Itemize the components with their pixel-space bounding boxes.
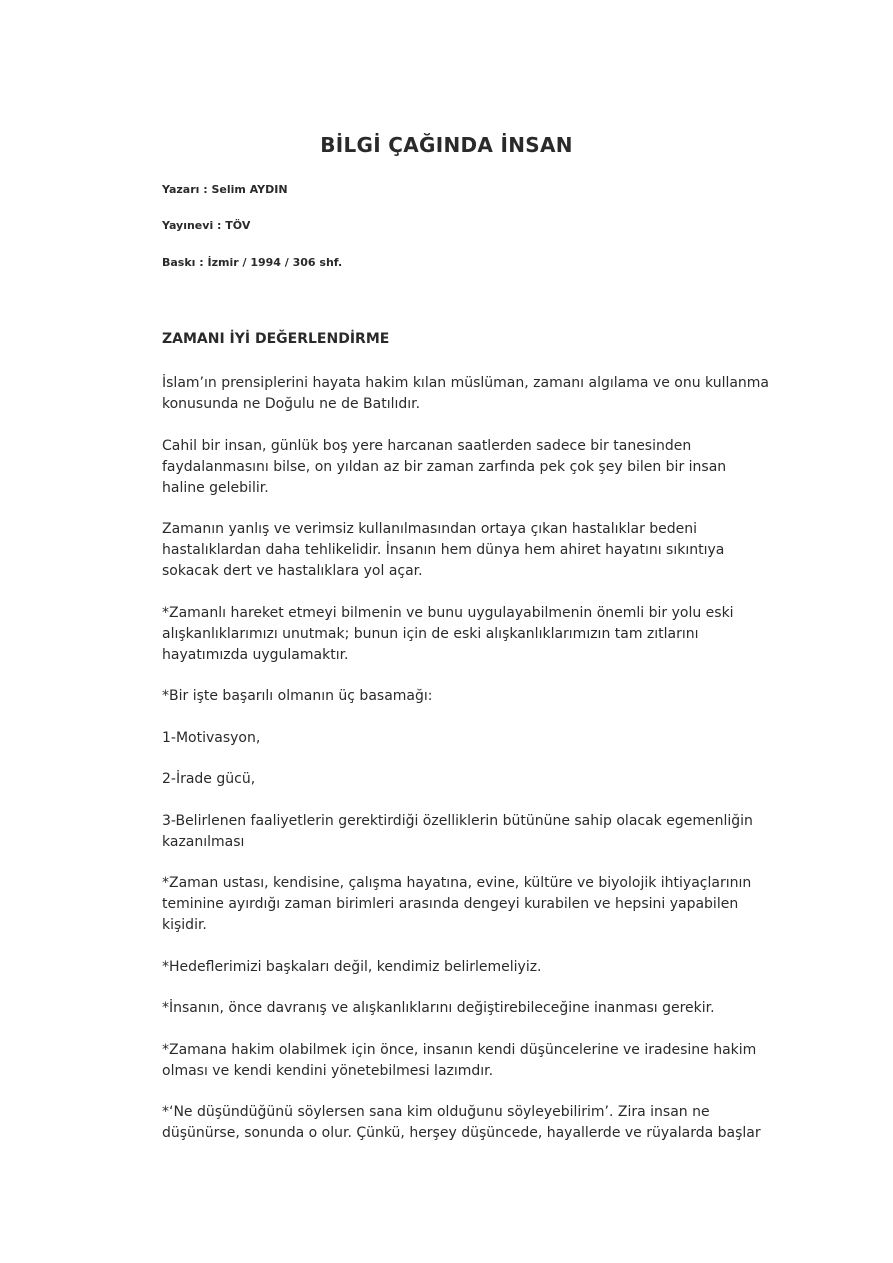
paragraph	[162, 1102, 762, 1144]
paragraph	[162, 769, 762, 790]
paragraph	[162, 603, 762, 666]
paragraph-line: *Zamana hakim olabilmek için önce, insanın kendi düşüncelerine ve iradesine hakim	[162, 1041, 757, 1058]
paragraph-line: düşünürse, sonunda o olur. Çünkü, herşey düşüncede, hayallerde ve rüyalarda başlar	[162, 1125, 761, 1141]
paragraph-line: *Zamanlı hareket etmeyi bilmenin ve bunu uygulayabilmenin önemli bir yolu eski	[162, 604, 734, 621]
paragraph-line: 1-Motivasyon,	[162, 729, 261, 746]
paragraph-line: faydalanmasını bilse, on yıldan az bir zaman zarfında pek çok şey bilen bir insan	[162, 458, 727, 475]
paragraph-line: hayatımızda uygulamaktır.	[162, 646, 349, 663]
paragraph	[162, 957, 762, 978]
paragraph-line: *İnsanın, önce davranış ve alışkanlıklarını değiştirebileceğine inanması gerekir.	[162, 1000, 715, 1016]
paragraph	[162, 373, 770, 415]
paragraph	[162, 436, 762, 499]
paragraph-line: Zamanın yanlış ve verimsiz kullanılmasından ortaya çıkan hastalıklar bedeni	[162, 521, 698, 537]
paragraph-line: teminine ayırdığı zaman birimleri arasında dengeyi kurabilen ve hepsini yapabilen	[162, 896, 739, 912]
paragraph	[162, 686, 762, 707]
paragraph-line: Cahil bir insan, günlük boş yere harcanan saatlerden sadece bir tanesinden	[162, 437, 692, 454]
paragraph-line: *Zaman ustası, kendisine, çalışma hayatına, evine, kültüre ve biyolojik ihtiyaçlarının	[162, 875, 752, 891]
section-heading: ZAMANI İYİ DEĞERLENDİRME	[162, 331, 390, 347]
paragraph-line: hastalıklardan daha tehlikelidir. İnsanın hem dünya hem ahiret hayatını sıkıntıya	[162, 542, 725, 558]
body-text	[162, 373, 770, 1165]
paragraph	[162, 873, 762, 936]
paragraph	[162, 519, 762, 582]
paragraph-line: *Hedeflerimizi başkaları değil, kendimiz belirlemeliyiz.	[162, 958, 542, 975]
publisher-line: Yayınevi : TÖV	[162, 219, 251, 232]
paragraph	[162, 811, 762, 853]
paragraph-line: *Bir işte başarılı olmanın üç basamağı:	[162, 688, 433, 704]
document-title: BİLGİ ÇAĞINDA İNSAN	[320, 133, 573, 157]
edition-line: Baskı : İzmir / 1994 / 306 shf.	[162, 256, 343, 269]
paragraph	[162, 728, 762, 749]
author-line: Yazarı : Selim AYDIN	[162, 183, 288, 196]
paragraph-line: sokacak dert ve hastalıklara yol açar.	[162, 563, 423, 579]
paragraph-line: 2-İrade gücü,	[162, 771, 256, 787]
paragraph-line: olması ve kendi kendini yönetebilmesi lazımdır.	[162, 1062, 494, 1079]
paragraph-line: haline gelebilir.	[162, 479, 269, 496]
paragraph-line: konusunda ne Doğulu ne de Batılıdır.	[162, 396, 421, 412]
paragraph-line: alışkanlıklarımızı unutmak; bunun için de eski alışkanlıklarımızın tam zıtlarını	[162, 625, 699, 642]
paragraph	[162, 1040, 762, 1082]
paragraph-line: İslam’ın prensiplerini hayata hakim kılan müslüman, zamanı algılama ve onu kullanma	[162, 375, 770, 391]
paragraph-line: kişidir.	[162, 917, 207, 933]
paragraph	[162, 998, 762, 1019]
paragraph-line: *‘Ne düşündüğünü söylersen sana kim olduğunu söyleyebilirim’. Zira insan ne	[162, 1104, 710, 1120]
paragraph-line: kazanılması	[162, 833, 245, 850]
paragraph-line: 3-Belirlenen faaliyetlerin gerektirdiği özelliklerin bütününe sahip olacak egemenliğin	[162, 812, 753, 829]
